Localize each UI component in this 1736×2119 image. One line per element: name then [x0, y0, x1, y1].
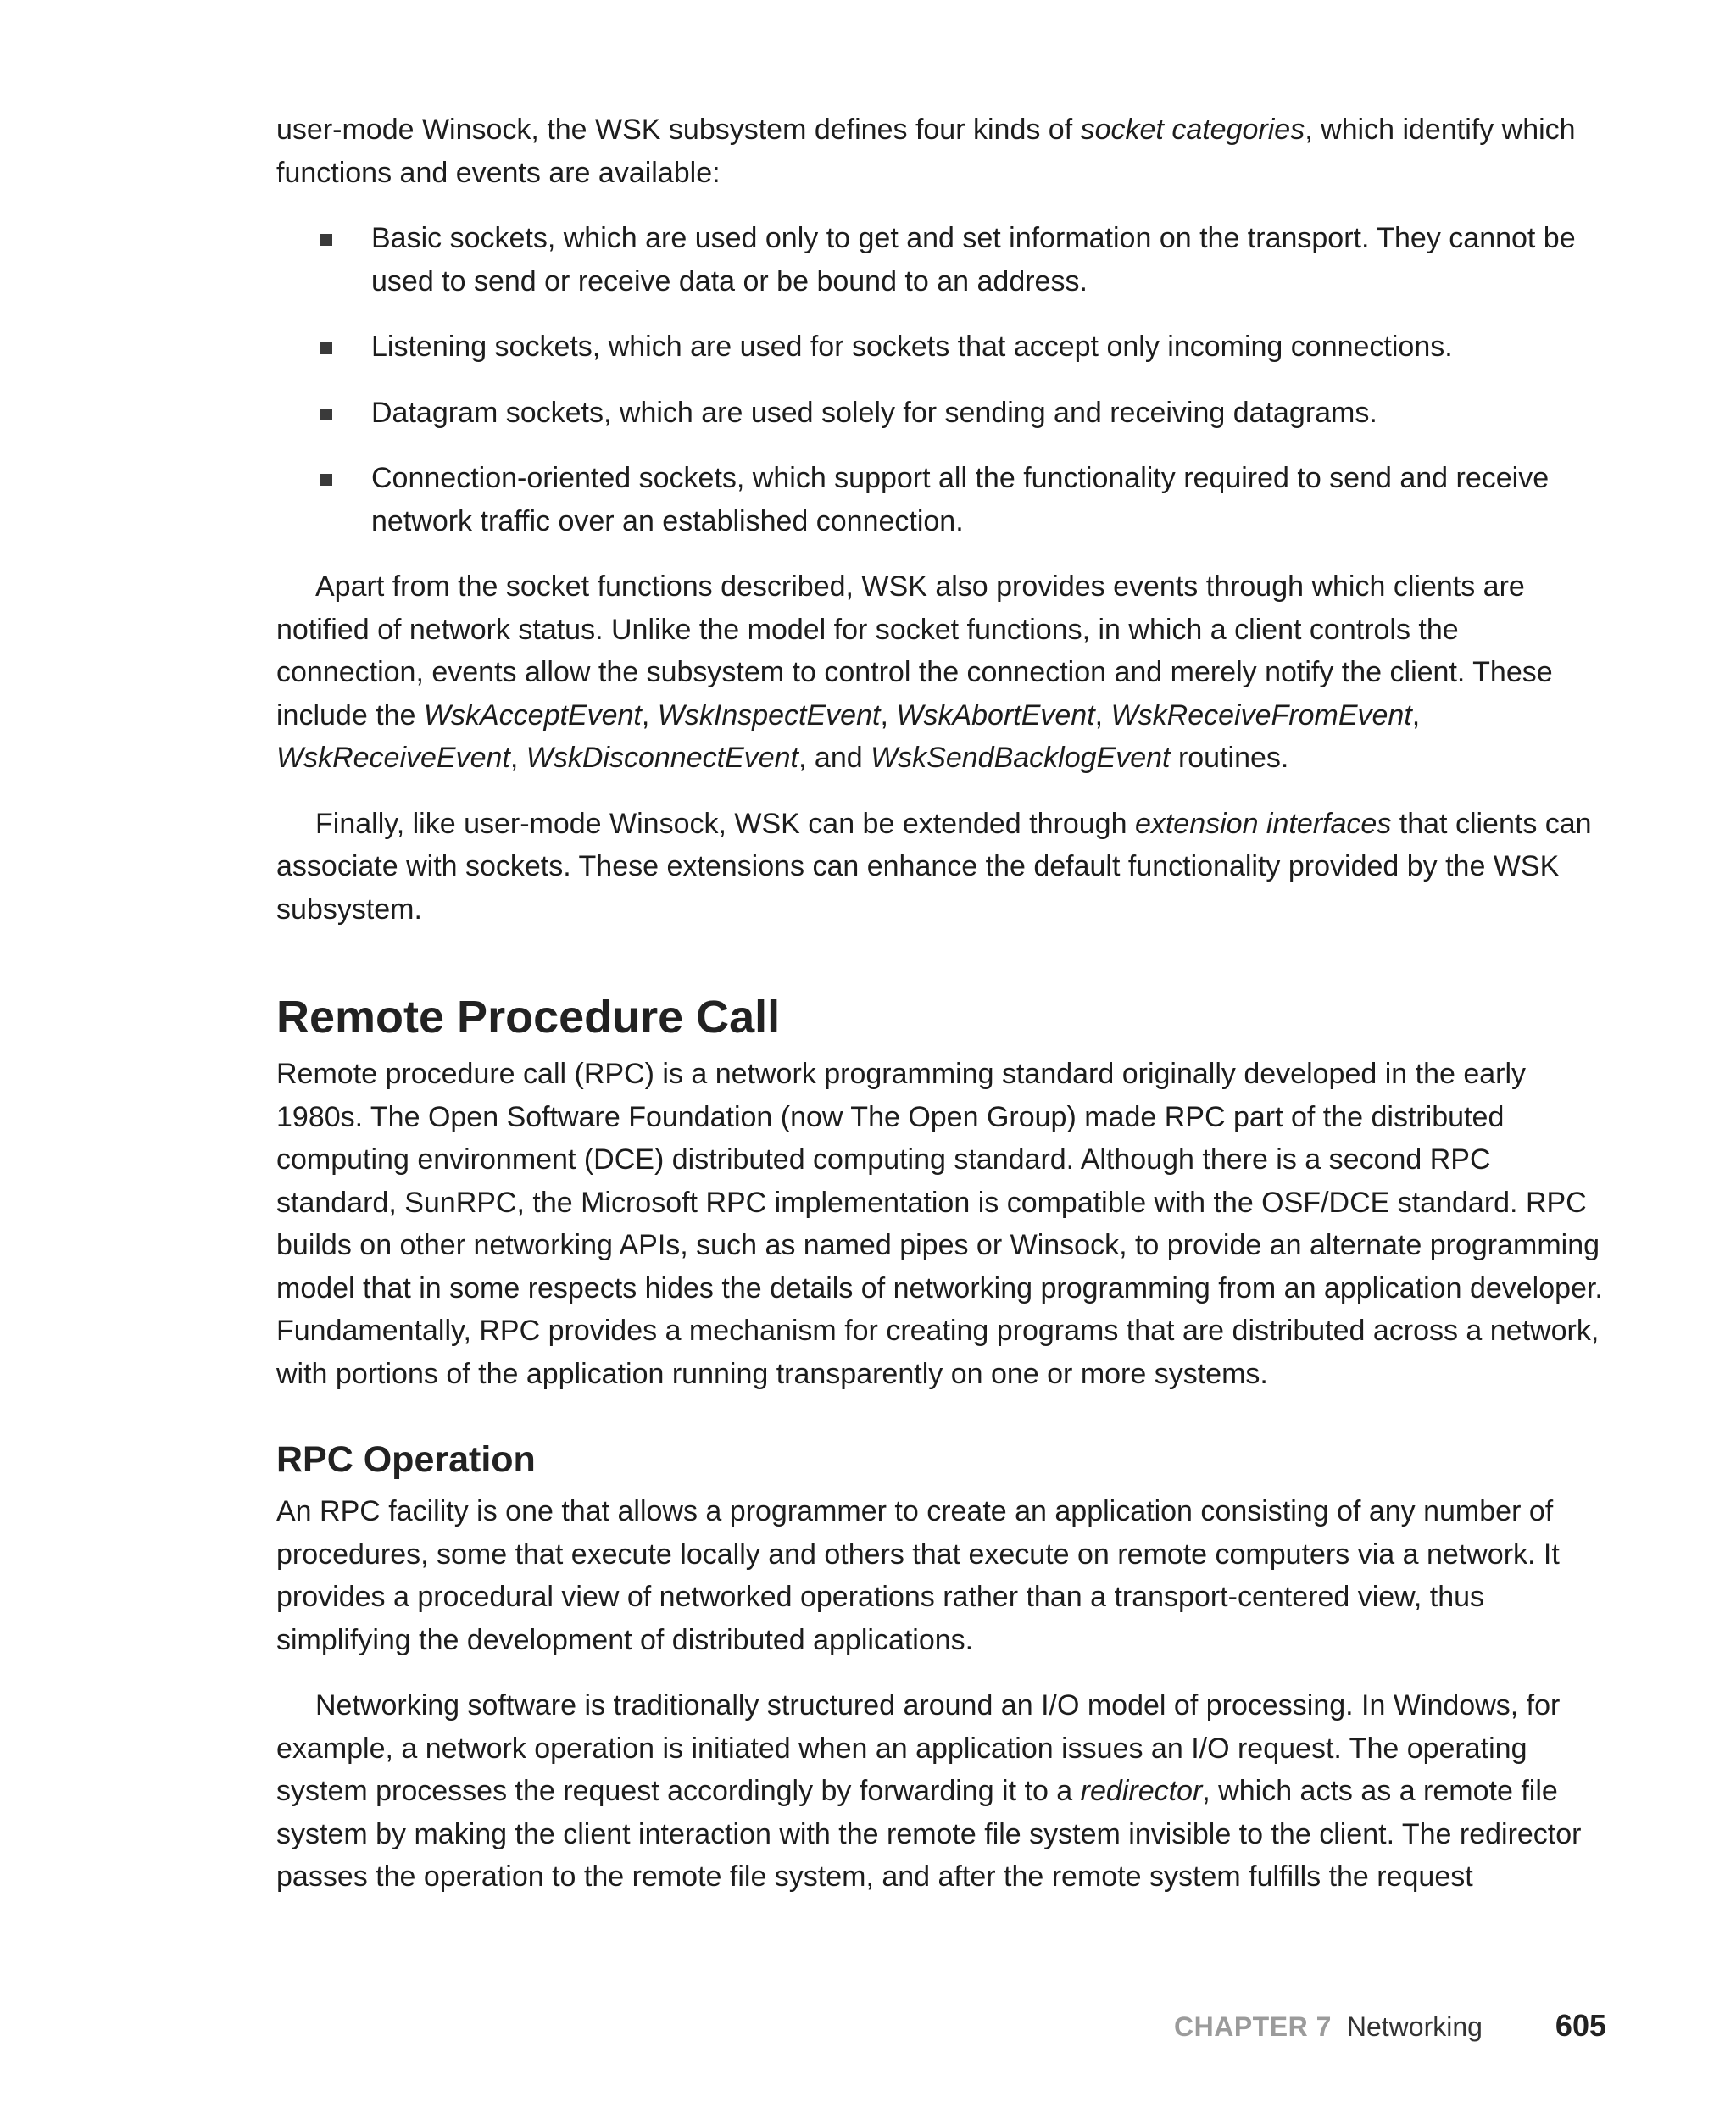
section-heading-rpc: Remote Procedure Call	[276, 992, 781, 1043]
paragraph-text: Networking software is traditionally structured around an I/O model of processing. In Windows, for example, a network operation is initiated when an application issues an I/O request. The operating system processes the request accordingly by forwarding it to a	[276, 1689, 1561, 1807]
list-item-text: Basic sockets, which are used only to get and set information on the transport. They cannot be used to send or receive data or be bound to an address.	[371, 222, 1576, 298]
separator: ,	[1094, 698, 1111, 731]
extension-emphasis: extension interfaces	[1134, 807, 1392, 840]
list-item-text: Datagram sockets, which are used solely for sending and receiving datagrams.	[371, 396, 1377, 429]
footer-chapter-title: Networking	[1346, 2011, 1483, 2042]
separator: , and	[798, 742, 871, 774]
rpc-operation-paragraph-2	[276, 1684, 1607, 1899]
square-bullet-icon	[320, 342, 332, 354]
page-body	[276, 108, 1607, 1922]
square-bullet-icon	[320, 409, 332, 420]
intro-emphasis: socket categories	[1080, 114, 1305, 146]
socket-category-list	[276, 217, 1607, 542]
event-name: WskAbortEvent	[896, 698, 1095, 731]
list-item-text: Listening sockets, which are used for sockets that accept only incoming connections.	[371, 331, 1453, 363]
event-name: WskInspectEvent	[657, 698, 881, 731]
event-name: WskDisconnectEvent	[526, 742, 799, 774]
intro-text-end: , which identify which functions and events are available:	[276, 114, 1576, 189]
event-name: WskReceiveEvent	[276, 742, 510, 774]
page-footer	[1174, 2009, 1606, 2044]
separator: ,	[509, 742, 526, 774]
list-item	[276, 217, 1607, 303]
event-name: WskAcceptEvent	[423, 698, 642, 731]
rpc-operation-paragraph-1: An RPC facility is one that allows a programmer to create an application consisting of any number of procedures, some that execute locally and others that execute on remote computers via a network. It provides a procedural view of networked operations rather than a transport-centered view, thus simplifying the development of distributed applications.	[276, 1495, 1560, 1656]
square-bullet-icon	[320, 474, 332, 486]
intro-paragraph	[276, 108, 1607, 194]
list-item-text: Connection-oriented sockets, which support all the functionality required to send and receive network traffic over an established connection.	[371, 462, 1550, 537]
extension-text: Finally, like user-mode Winsock, WSK can be extended through	[315, 807, 1135, 840]
subsection-heading-rpc-operation: RPC Operation	[276, 1439, 536, 1480]
extension-paragraph	[276, 803, 1607, 932]
events-text-end: routines.	[1170, 742, 1289, 774]
intro-text: user-mode Winsock, the WSK subsystem defines four kinds of	[276, 114, 1081, 146]
events-paragraph	[276, 565, 1607, 780]
list-item	[276, 457, 1607, 542]
extension-text-end: that clients can associate with sockets. These extensions can enhance the default functionality provided by the WSK subsystem.	[276, 807, 1592, 926]
page-number: 605	[1555, 2008, 1606, 2043]
rpc-paragraph: Remote procedure call (RPC) is a network programming standard originally developed in the early 1980s. The Open Software Foundation (now The Open Group) made RPC part of the distributed computing environment (DCE) distributed computing standard. Although there is a second RPC standard, SunRPC, the Microsoft RPC implementation is compatible with the OSF/DCE standard. RPC builds on other networking APIs, such as named pipes or Winsock, to provide an alternate programming model that in some respects hides the details of networking programming from an application developer. Fundamentally, RPC provides a mechanism for creating programs that are distributed across a network, with portions of the application running transparently on one or more systems.	[276, 1058, 1603, 1390]
square-bullet-icon	[320, 234, 332, 246]
list-item	[276, 392, 1607, 435]
separator: ,	[641, 698, 658, 731]
events-text: Apart from the socket functions described, WSK also provides events through which clients are notified of network status. Unlike the model for socket functions, in which a client controls the connection, events allow the subsystem to control the connection and merely notify the client. These include the	[276, 570, 1553, 731]
redirector-emphasis: redirector	[1080, 1775, 1203, 1807]
footer-chapter-label: CHAPTER 7	[1174, 2011, 1332, 2042]
paragraph-text-end: , which acts as a remote file system by making the client interaction with the remote file system invisible to the client. The redirector passes the operation to the remote file system, and after the remote system fulfills the request	[276, 1775, 1582, 1893]
list-item	[276, 325, 1607, 369]
event-name: WskSendBacklogEvent	[871, 742, 1171, 774]
event-name: WskReceiveFromEvent	[1110, 698, 1412, 731]
separator: ,	[1411, 698, 1421, 731]
separator: ,	[880, 698, 897, 731]
